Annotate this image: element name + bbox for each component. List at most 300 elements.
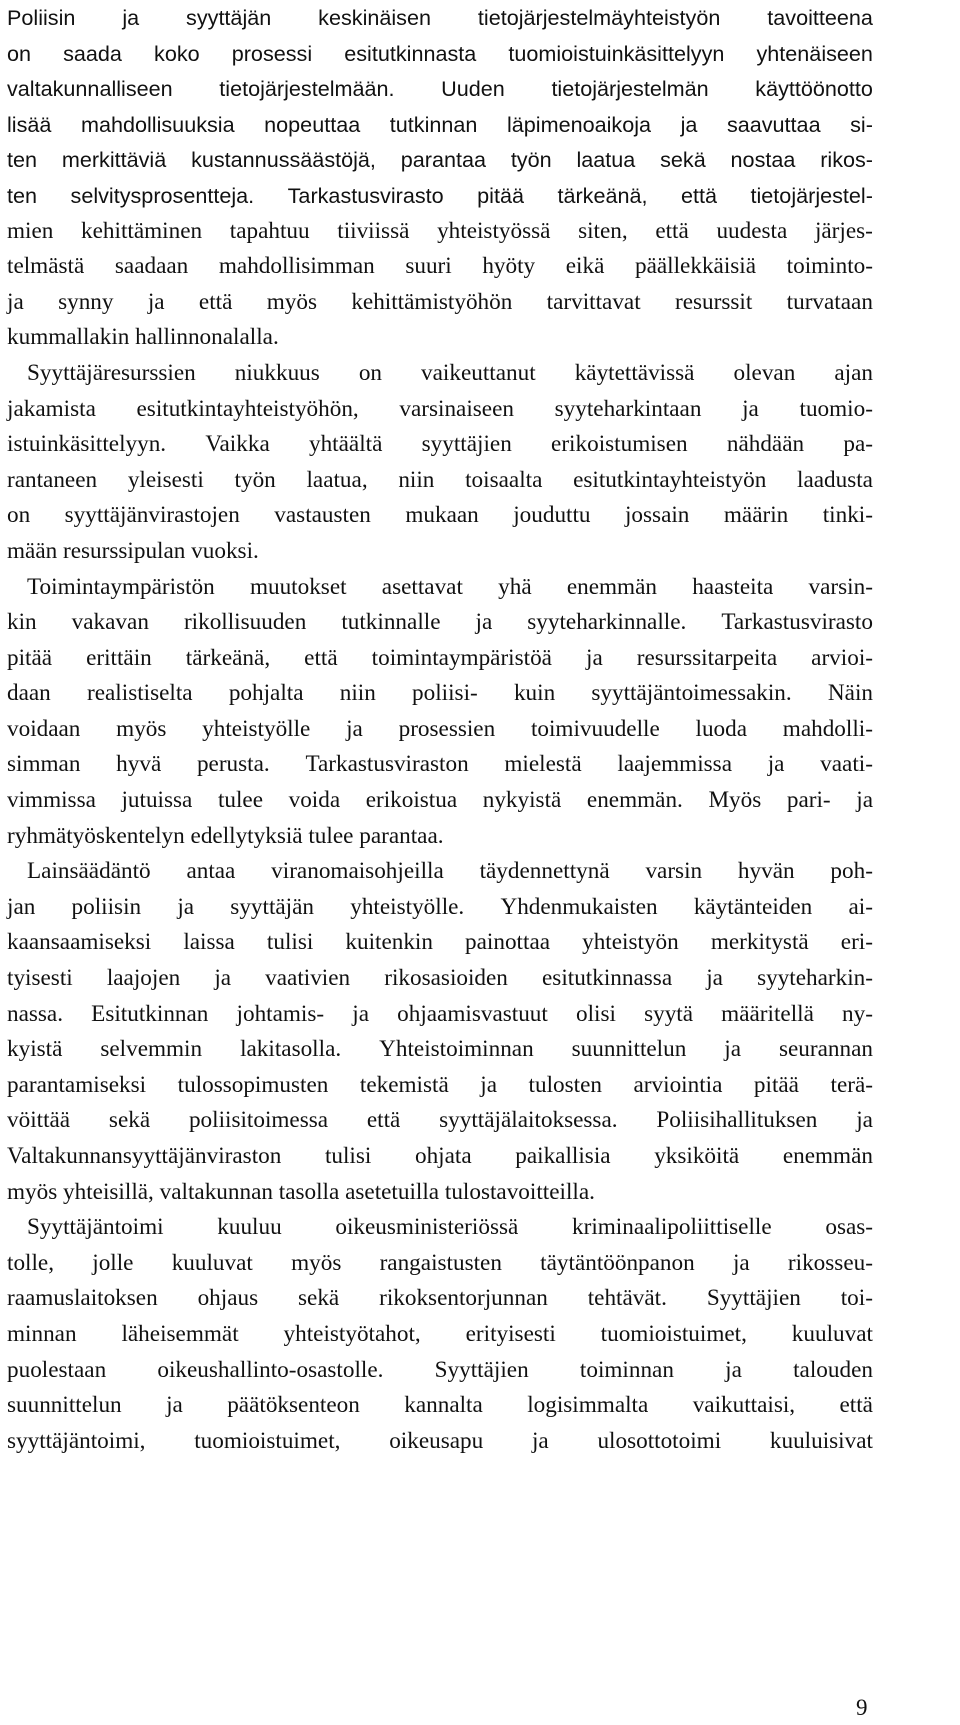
text-line — [7, 285, 873, 321]
text-line: mään resurssipulan vuoksi. — [7, 537, 259, 564]
word: esitutkintayhteistyöhön, — [136, 395, 359, 422]
word: kannalta — [404, 1392, 483, 1419]
word: voidaan — [7, 715, 81, 742]
word: pitää — [7, 644, 53, 671]
word: läheisemmät — [121, 1320, 239, 1347]
word: kuin — [513, 680, 556, 707]
word: yleisesti — [127, 466, 204, 493]
word: vimmissa — [7, 787, 96, 814]
word: syyttäjäntoimi, — [7, 1427, 146, 1454]
word: ja — [352, 1000, 369, 1027]
word: yhteistyölle. — [350, 893, 465, 920]
word: resurssitarpeita — [636, 644, 778, 671]
word: eri- — [840, 929, 873, 956]
word: Esitutkinnan — [91, 1000, 209, 1027]
text-line — [7, 36, 873, 72]
word: erittäin — [86, 644, 152, 671]
word: ja — [177, 893, 195, 920]
word: syyttäjän — [186, 5, 272, 30]
word: Poliisihallituksen — [656, 1107, 818, 1134]
word: merkitystä — [710, 929, 809, 956]
word: laajojen — [106, 965, 181, 992]
word: hyvän — [737, 858, 795, 885]
word: sekä — [108, 1107, 151, 1134]
word: daan — [7, 680, 51, 707]
text-line — [7, 890, 873, 926]
word: mien — [7, 217, 54, 244]
word: työn — [510, 147, 552, 173]
word: parantamiseksi — [7, 1071, 147, 1098]
word: kuuluu — [217, 1214, 282, 1241]
word: tietojärjestelmään. — [219, 76, 395, 102]
word: mahdolli- — [782, 715, 873, 742]
word: oikeushallinto-osastolle. — [157, 1356, 384, 1383]
word: sekä — [660, 147, 706, 173]
text-line — [7, 249, 873, 285]
word: jossain — [624, 502, 690, 529]
word: poliisitoimessa — [188, 1107, 329, 1134]
word: uudesta — [716, 217, 788, 244]
word: yhteistyötahot, — [283, 1320, 421, 1347]
word: kuuluvat — [791, 1320, 873, 1347]
word: ja — [706, 965, 723, 992]
word: ten — [7, 182, 38, 208]
word: poh- — [830, 858, 873, 885]
word: syyteharkinnalle. — [527, 609, 687, 636]
word: toisaalta — [465, 466, 543, 493]
word: nassa. — [7, 1000, 64, 1027]
word: ja — [475, 609, 493, 636]
text-line — [7, 1424, 873, 1460]
word: tutkinnalle — [341, 609, 441, 636]
word: käytettävissä — [574, 359, 695, 386]
word: vaikeuttanut — [421, 359, 536, 386]
word: ny- — [842, 1000, 873, 1027]
word: kriminaalipoliittiselle — [572, 1214, 772, 1241]
word: merkittäviä — [61, 147, 167, 173]
word: voida — [288, 787, 341, 814]
word: talouden — [793, 1356, 873, 1383]
word: sekä — [298, 1285, 340, 1312]
word: syyttäjälaitoksessa. — [439, 1107, 618, 1134]
word: tavoitteena — [767, 5, 873, 30]
word: erikoistua — [365, 787, 458, 814]
word: tehtävät. — [587, 1285, 667, 1312]
word: hyvä — [116, 751, 162, 778]
word: täydennettynä — [479, 858, 610, 885]
word: raamuslaitoksen — [7, 1285, 158, 1312]
word: päällekkäisiä — [635, 253, 757, 280]
word: toimivuudelle — [530, 715, 660, 742]
word: vöittää — [7, 1107, 71, 1134]
word: niukkuus — [234, 359, 320, 386]
word: tutkinnan — [389, 111, 478, 137]
word: tulisi — [266, 929, 314, 956]
word: kyistä — [7, 1036, 63, 1063]
word: valtakunnalliseen — [7, 76, 173, 102]
text-line — [7, 570, 873, 606]
word: telmästä — [7, 253, 85, 280]
text-line — [7, 1210, 873, 1246]
word: ja — [147, 288, 165, 315]
word: ja — [122, 5, 140, 30]
word: esitutkinnasta — [344, 40, 477, 66]
text-line: ryhmätyöskentelyn edellytyksiä tulee parantaa. — [7, 822, 444, 849]
word: ajan — [834, 359, 873, 386]
text-line — [7, 747, 873, 783]
word: suuri — [405, 253, 452, 280]
text-line — [7, 1246, 873, 1282]
word: myös — [291, 1249, 342, 1276]
word: laadusta — [797, 466, 873, 493]
word: kuuluisivat — [769, 1427, 873, 1454]
word: rantaneen — [7, 466, 98, 493]
word: nähdään — [726, 431, 805, 458]
text-line — [7, 676, 873, 712]
word: tiiviissä — [337, 217, 410, 244]
word: Yhdenmukaisten — [500, 893, 658, 920]
body-text — [7, 0, 873, 1459]
word: lisää — [7, 111, 52, 137]
word: si- — [850, 111, 873, 137]
word: olisi — [575, 1000, 616, 1027]
word: ohjaus — [197, 1285, 259, 1312]
word: tulosten — [528, 1071, 602, 1098]
word: yhteistyössä — [437, 217, 551, 244]
word: Syyttäjäresurssien — [27, 359, 196, 386]
word: tuomioistuimet, — [194, 1427, 341, 1454]
word: syyttäjien — [421, 431, 512, 458]
word: lakitasolla. — [240, 1036, 342, 1063]
text-line — [7, 1317, 873, 1353]
text-line: myös yhteisillä, valtakunnan tasolla asetetuilla tulostavoitteilla. — [7, 1178, 595, 1205]
text-line — [7, 1103, 873, 1139]
word: arvioi- — [811, 644, 873, 671]
word: kin — [7, 609, 37, 636]
word: enemmän. — [586, 787, 683, 814]
word: selvitysprosentteja. — [70, 182, 255, 208]
word: määritellä — [721, 1000, 814, 1027]
word: tietojärjestel- — [750, 182, 873, 208]
word: asettavat — [381, 573, 463, 600]
word: rikollisuuden — [183, 609, 307, 636]
word: niin — [339, 680, 376, 707]
word: suunnittelun — [571, 1036, 687, 1063]
text-line — [7, 854, 873, 890]
word: tärkeänä, — [185, 644, 271, 671]
word: syyteharkintaan — [554, 395, 702, 422]
text-line — [7, 605, 873, 641]
word: työn — [234, 466, 276, 493]
text-line — [7, 427, 873, 463]
word: vastausten — [274, 502, 371, 529]
text-line — [7, 925, 873, 961]
word: toi- — [840, 1285, 873, 1312]
word: puolestaan — [7, 1356, 107, 1383]
word: yksiköitä — [654, 1143, 740, 1169]
text-line — [7, 392, 873, 428]
word: johtamis- — [236, 1000, 325, 1027]
word: Tarkastusviraston — [305, 751, 469, 778]
word: nopeuttaa — [264, 111, 361, 137]
word: rikos- — [820, 147, 873, 173]
word: varsin — [645, 858, 703, 885]
text-line — [7, 712, 873, 748]
word: Näin — [827, 680, 873, 707]
word: Syyttäjäntoimi — [27, 1214, 164, 1241]
word: minnan — [7, 1320, 77, 1347]
word: tulee — [217, 787, 263, 814]
text-line: kummallakin hallinnonalalla. — [7, 324, 279, 351]
word: rikosasioiden — [384, 965, 508, 992]
word: parantaa — [400, 147, 486, 173]
word: Poliisin — [7, 5, 76, 30]
page-number: 9 — [856, 1695, 868, 1720]
word: nostaa — [730, 147, 796, 173]
word: prosessien — [398, 715, 496, 742]
word: erityisesti — [465, 1320, 556, 1347]
word: terä- — [830, 1071, 873, 1098]
word: tekemistä — [359, 1071, 449, 1098]
word: määrin — [723, 502, 789, 529]
word: ja — [732, 1249, 750, 1276]
word: paikallisia — [515, 1143, 611, 1169]
word: järjes- — [814, 217, 873, 244]
word: syyteharkin- — [757, 965, 873, 992]
word: ohjaamisvastuut — [397, 1000, 548, 1027]
word: ja — [214, 965, 232, 992]
text-line — [7, 356, 873, 392]
word: poliisi- — [412, 680, 478, 707]
word: haasteita — [692, 573, 774, 600]
word: antaa — [186, 858, 236, 885]
word: toiminto- — [786, 253, 873, 280]
word: yhä — [498, 573, 532, 600]
word: Toimintaympäristön — [27, 573, 215, 600]
word: että — [839, 1392, 873, 1419]
word: nykyistä — [482, 787, 562, 814]
word: että — [304, 644, 338, 671]
word: tyisesti — [7, 965, 73, 992]
word: vaati- — [820, 751, 873, 778]
word: suunnittelun — [7, 1392, 122, 1419]
word: Syyttäjien — [706, 1285, 801, 1312]
word: viranomaisohjeilla — [271, 858, 444, 885]
word: että — [198, 288, 233, 315]
word: mahdollisimman — [218, 253, 375, 280]
word: varsinaiseen — [399, 395, 514, 422]
word: muutokset — [249, 573, 347, 600]
word: ohjata — [414, 1143, 472, 1169]
word: että — [680, 182, 718, 208]
word: oikeusministeriössä — [335, 1214, 519, 1241]
word: ja — [767, 751, 785, 778]
word: tulisi — [324, 1143, 372, 1169]
word: poliisin — [71, 893, 142, 920]
word: ja — [742, 395, 759, 422]
word: Lainsäädäntö — [27, 858, 151, 885]
word: mielestä — [504, 751, 582, 778]
word: istuinkäsittelyyn. — [7, 431, 167, 458]
word: ja — [7, 288, 24, 315]
word: synny — [58, 288, 114, 315]
text-line — [7, 0, 873, 36]
word: rangaistusten — [379, 1249, 502, 1276]
word: on — [7, 40, 32, 66]
word: realistiselta — [87, 680, 193, 707]
word: Syyttäjien — [434, 1356, 529, 1383]
word: Myös — [708, 787, 762, 814]
word: enemmän — [566, 573, 657, 600]
word: jakamista — [7, 395, 96, 422]
word: laatua — [576, 147, 636, 173]
word: kuitenkin — [345, 929, 433, 956]
word: kustannussäästöjä, — [191, 147, 376, 173]
word: vaikuttaisi, — [692, 1392, 796, 1419]
word: rikosseu- — [787, 1249, 873, 1276]
word: kaansaamiseksi — [7, 929, 152, 956]
word: Tarkastusvirasto — [287, 182, 444, 208]
word: perusta. — [196, 751, 270, 778]
text-line — [7, 1281, 873, 1317]
word: eikä — [565, 253, 605, 280]
text-line — [7, 463, 873, 499]
word: painottaa — [465, 929, 551, 956]
word: että — [655, 217, 689, 244]
word: yhteistyön — [582, 929, 679, 956]
word: resurssit — [675, 288, 753, 315]
word: ja — [480, 1071, 498, 1098]
word: saavuttaa — [726, 111, 821, 137]
word: ai- — [848, 893, 873, 920]
word: tuomioistuinkäsittelyyn — [508, 40, 725, 66]
text-line — [7, 1388, 873, 1424]
word: simman — [7, 751, 81, 778]
text-line — [7, 961, 873, 997]
word: päätöksenteon — [227, 1392, 360, 1419]
word: seurannan — [778, 1036, 873, 1063]
word: pitää — [477, 182, 524, 208]
word: tuomioistuimet, — [600, 1320, 747, 1347]
word: rikoksentorjunnan — [379, 1285, 548, 1312]
word: ten — [7, 147, 38, 173]
text-line — [7, 142, 873, 178]
word: yhteistyölle — [202, 715, 311, 742]
word: jutuissa — [121, 787, 193, 814]
word: yhtenäiseen — [756, 40, 873, 66]
text-line — [7, 1068, 873, 1104]
word: tietojärjestelmän — [551, 76, 709, 102]
word: ja — [856, 787, 873, 814]
word: täytäntöönpanon — [540, 1249, 695, 1276]
word: on — [7, 502, 31, 529]
word: käyttöönotto — [755, 76, 873, 102]
word: pa- — [843, 431, 873, 458]
word: myös — [266, 288, 317, 315]
word: oikeusapu — [389, 1427, 484, 1454]
word: kehittäminen — [81, 217, 203, 244]
word: käytänteiden — [693, 893, 813, 920]
word: saadaan — [114, 253, 189, 280]
word: erikoistumisen — [551, 431, 688, 458]
word: ja — [724, 1036, 741, 1063]
word: ja — [680, 111, 698, 137]
word: ja — [166, 1392, 183, 1419]
word: vaativien — [265, 965, 351, 992]
word: tärkeänä, — [557, 182, 648, 208]
word: tarvittavat — [546, 288, 641, 315]
word: jouduttu — [513, 502, 591, 529]
word: enemmän — [782, 1143, 873, 1169]
word: laissa — [183, 929, 235, 956]
word: saada — [63, 40, 122, 66]
word: laajemmissa — [617, 751, 732, 778]
word: logisimmalta — [527, 1392, 649, 1419]
word: jolle — [92, 1249, 134, 1276]
word: ja — [725, 1356, 742, 1383]
word: arviointia — [633, 1071, 723, 1098]
word: esitutkintayhteistyön — [573, 466, 767, 493]
word: on — [358, 359, 383, 386]
word: mukaan — [405, 502, 479, 529]
word: vakavan — [71, 609, 149, 636]
word: tapahtuu — [229, 217, 310, 244]
word: että — [366, 1107, 401, 1134]
word: tuomio- — [799, 395, 873, 422]
text-line — [7, 178, 873, 214]
word: syyttäjän — [230, 893, 315, 920]
word: Tarkastusvirasto — [721, 609, 873, 636]
word: tulossopimusten — [177, 1071, 329, 1098]
text-line — [7, 498, 873, 534]
word: ja — [346, 715, 363, 742]
word: yhtäältä — [308, 431, 383, 458]
text-line — [7, 107, 873, 143]
word: syytä — [644, 1000, 694, 1027]
text-line — [7, 1353, 873, 1389]
word: pohjalta — [228, 680, 304, 707]
text-line — [7, 1032, 873, 1068]
word: hyöty — [482, 253, 536, 280]
word: mahdollisuuksia — [80, 111, 235, 137]
text-line — [7, 214, 873, 250]
text-line — [7, 783, 873, 819]
word: koko — [154, 40, 200, 66]
word: selvemmin — [100, 1036, 203, 1063]
word: kuuluvat — [171, 1249, 253, 1276]
word: prosessi — [231, 40, 313, 66]
word: keskinäisen — [318, 5, 432, 30]
word: jan — [7, 893, 36, 920]
word: myös — [116, 715, 167, 742]
word: luoda — [695, 715, 748, 742]
word: ja — [586, 644, 603, 671]
word: ulosottotoimi — [597, 1427, 722, 1454]
text-line — [7, 997, 873, 1033]
word: Uuden — [441, 76, 505, 102]
text-line — [7, 1139, 873, 1175]
word: kehittämistyöhön — [351, 288, 513, 315]
word: toimintaympäristöä — [371, 644, 552, 671]
word: niin — [398, 466, 435, 493]
word: syyttäjäntoimessakin. — [591, 680, 792, 707]
text-line — [7, 71, 873, 107]
word: laatua, — [306, 466, 368, 493]
word: ja — [856, 1107, 873, 1134]
word: tolle, — [7, 1249, 55, 1276]
word: esitutkinnassa — [542, 965, 673, 992]
word: ja — [531, 1427, 549, 1454]
